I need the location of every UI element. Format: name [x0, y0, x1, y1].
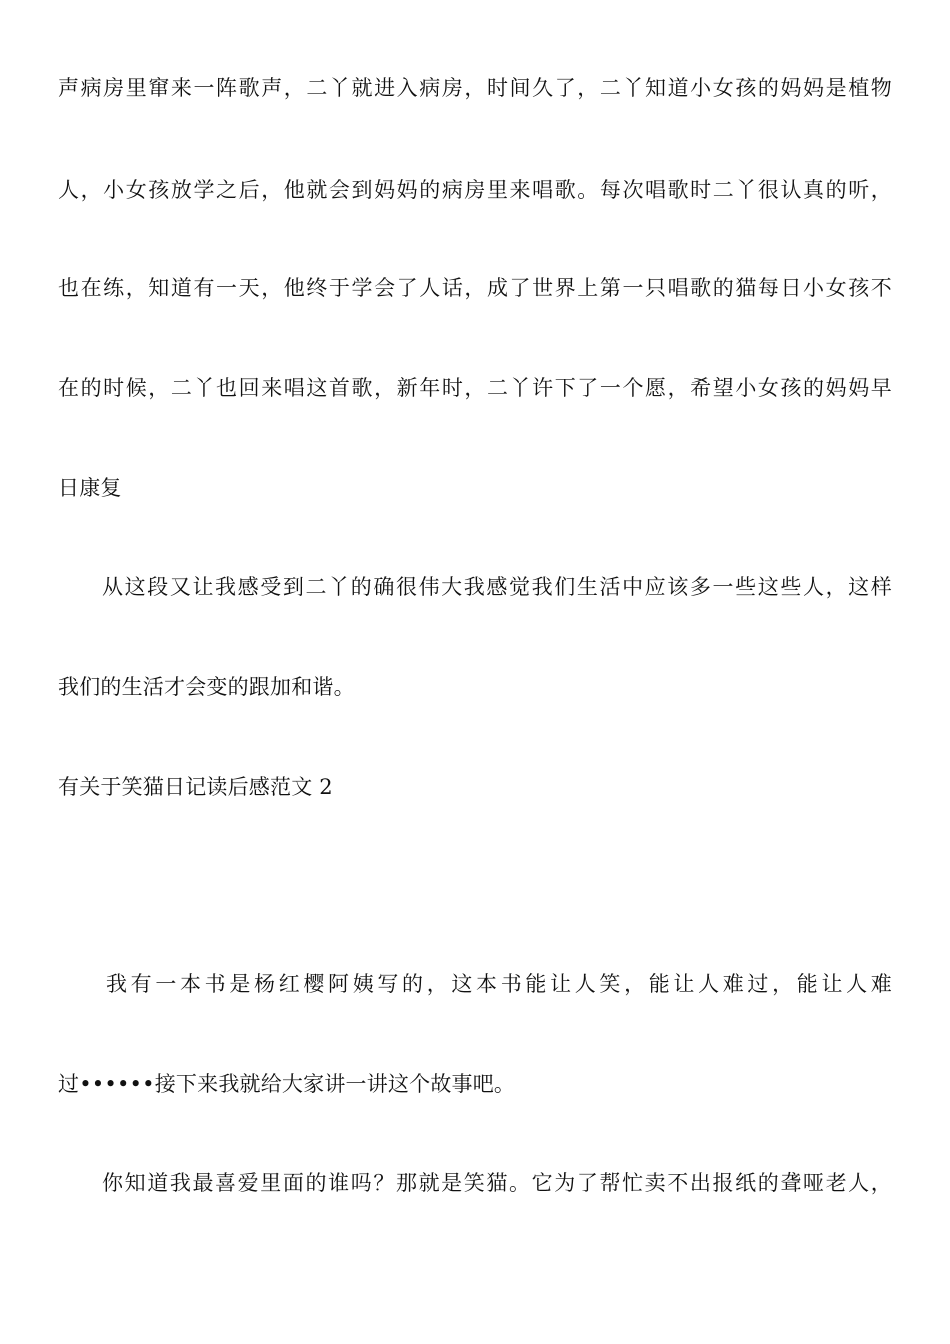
- paragraph-line-7: 我们的生活才会变的跟加和谐。: [58, 675, 355, 699]
- paragraph-line-10: 你知道我最喜爱里面的谁吗？那就是笑猫。它为了帮忙卖不出报纸的聋哑老人，: [102, 1171, 892, 1195]
- paragraph-line-9: 过••••••接下来我就给大家讲一讲这个故事吧。: [58, 1072, 516, 1096]
- paragraph-line-5: 日康复: [58, 476, 122, 500]
- paragraph-line-4: 在的时候，二丫也回来唱这首歌，新年时，二丫许下了一个愿，希望小女孩的妈妈早: [58, 376, 892, 400]
- paragraph-line-1: 声病房里窜来一阵歌声，二丫就进入病房，时间久了，二丫知道小女孩的妈妈是植物: [58, 76, 892, 100]
- paragraph-line-3: 也在练，知道有一天，他终于学会了人话，成了世界上第一只唱歌的猫每日小女孩不: [58, 276, 892, 300]
- paragraph-line-6: 从这段又让我感受到二丫的确很伟大我感觉我们生活中应该多一些这些人，这样: [102, 575, 892, 599]
- section-heading: 有关于笑猫日记读后感范文 2: [58, 775, 333, 799]
- paragraph-line-2: 人，小女孩放学之后，他就会到妈妈的病房里来唱歌。每次唱歌时二丫很认真的听，: [58, 178, 892, 202]
- paragraph-line-8: 我有一本书是杨红樱阿姨写的，这本书能让人笑，能让人难过，能让人难: [106, 972, 892, 996]
